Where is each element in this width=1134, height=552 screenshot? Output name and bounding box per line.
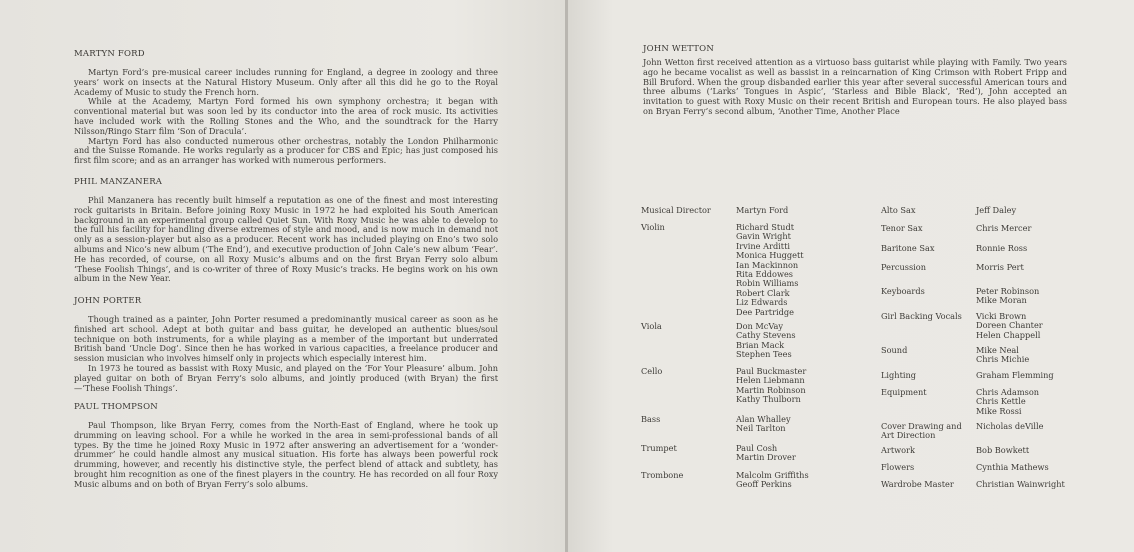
credit-name: Graham Flemming [976,370,1054,380]
bio-paul-thompson [74,421,498,490]
credit-role [641,444,677,453]
credit-role [881,263,926,272]
credit-name: Malcolm Griffiths [736,470,809,480]
credit-role [881,463,914,472]
credit-name: Mike Moran [976,295,1027,306]
right-page [568,0,1134,552]
credit-name: Helen Liebmann [736,375,805,386]
credit-role-line: Art Direction [881,430,936,441]
credit-names [976,244,1027,253]
credit-name: Liz Edwards [736,297,788,308]
credit-names [976,480,1065,489]
credit-role [881,371,916,380]
credit-name: Nicholas deVille [976,421,1044,431]
bio-paragraph: Martyn Ford’s pre-musical career includes running for England, a degree in zoology and three years’ work on insects at the Natural History Museum. Only after all this did he go to the Royal Academy of Music to study the French horn. [74,67,498,97]
credit-role-line: Lighting [881,370,916,380]
credit-role [881,224,923,233]
bio-john-porter [74,315,498,393]
credit-name: Doreen Chanter [976,320,1043,331]
credit-role [641,415,660,424]
credit-role [881,206,915,215]
credit-role [641,206,711,215]
credit-role [881,422,962,441]
credit-name: Christian Wainwright [976,479,1065,489]
credit-names [736,444,796,463]
credit-role [881,480,954,489]
credit-name: Richard Studt [736,222,794,232]
credit-role-line: Keyboards [881,286,925,296]
credit-names [736,367,806,405]
credit-role [881,287,925,296]
credit-role [881,346,907,355]
credit-role [881,388,927,397]
credit-name: Martyn Ford [736,205,789,215]
bio-paragraph: Paul Thompson, like Bryan Ferry, comes from the North-East of England, where he took up drumming on leaving school. For a while he worked in the area in semi-professional bands of all types. By the time he joined Roxy Music in 1972 after answering an advertisement for a ‘wonder-drummer’ he could handle almost any musical situation. His forte has always been powerful rock drumming, however, and recently his distinctive style, the perfect blend of attack and subtlety, has brought him recognition as one of the finest players in the country. He has recorded on all four Roxy Music albums and on both of Bryan Ferry’s solo albums. [74,420,498,489]
bio-martyn-ford [74,68,498,166]
credit-name: Paul Cosh [736,443,778,453]
credit-name: Alan Whalley [736,414,791,424]
credit-role-line: Equipment [881,387,927,397]
section-heading-phil-manzanera: PHIL MANZANERA [74,177,163,187]
credit-name: Morris Pert [976,262,1024,272]
credit-name: Cynthia Mathews [976,462,1049,472]
credit-names [976,388,1039,416]
credit-name: Gavin Wright [736,231,791,242]
credit-names [976,312,1043,340]
credit-name: Chris Adamson [976,387,1040,397]
credit-role-line: Viola [641,321,662,331]
bio-paragraph: Martyn Ford has also conducted numerous other orchestras, notably the London Philharmonic and the Suisse Romande. He works regularly as a producer for CBS and Epic; has just composed his first film score; and as an arranger has worked with numerous performers. [74,135,498,166]
credit-name: Robin Williams [736,278,799,289]
left-page [0,0,566,552]
credit-names [976,371,1054,380]
credit-role-line: Alto Sax [881,205,916,215]
credit-role-line: Percussion [881,262,926,272]
credit-role-line: Sound [881,345,908,355]
credit-names [736,206,788,215]
credit-role-line: Trombone [641,470,684,480]
credit-name: Martin Drover [736,452,796,463]
credit-name: Cathy Stevens [736,330,796,341]
credit-role-line: Cello [641,366,663,376]
credit-names [736,322,796,360]
credit-names [736,223,804,317]
credit-name: Mike Rossi [976,405,1022,416]
bio-john-wetton [643,58,1067,117]
credit-name: Kathy Thulborn [736,394,801,405]
credits-column-right [881,206,1131,506]
credit-names [976,422,1043,431]
credit-role-line: Tenor Sax [881,223,923,233]
credit-name: Chris Kettle [976,396,1026,407]
credit-role [641,471,683,480]
credit-names [976,263,1024,272]
credit-name: Monica Huggett [736,250,804,261]
section-heading-paul-thompson: PAUL THOMPSON [74,402,158,412]
credit-name: Vicki Brown [976,311,1027,321]
credit-names [736,415,791,434]
credit-name: Stephen Tees [736,349,792,360]
credit-role-line: Wardrobe Master [881,479,954,489]
credit-names [976,224,1031,233]
credit-name: Chris Michie [976,354,1030,365]
credit-names [976,446,1029,455]
section-heading-john-wetton: JOHN WETTON [643,44,714,54]
credit-role-line: Cover Drawing and [881,421,962,431]
credit-name: Robert Clark [736,287,790,298]
credit-name: Ronnie Ross [976,243,1028,253]
credits-column-left [641,206,871,506]
section-heading-john-porter: JOHN PORTER [74,296,142,306]
credit-name: Geoff Perkins [736,479,792,490]
credit-names [736,471,809,490]
credit-name: Mike Neal [976,345,1019,355]
credit-name: Neil Tarlton [736,423,786,434]
credit-name: Jeff Daley [976,205,1017,215]
bio-paragraph: Phil Manzanera has recently built himself a reputation as one of the finest and most interesting rock guitarists in Britain. Before joining Roxy Music in 1972 he had exploited his South American background in an experimental group called Quiet Sun. With Roxy Music he was able to develop to the full his facility for handling diverse extremes of style and mood, and is now much in demand not only as a session-player but also as a producer. Recent work has included playing on Eno’s two solo albums and Nico’s new album (‘The End’), and executive production of John Cale’s new album ‘Fear’. He has recorded, of course, on all Roxy Music’s albums and on the first Bryan Ferry solo album ‘These Foolish Things’, and is co-writer of three of Roxy Music’s tracks. He begins work on his own album in the New Year. [74,195,498,284]
credit-name: Rita Eddowes [736,268,794,279]
credit-role [881,312,962,321]
bio-paragraph: Though trained as a painter, John Porter resumed a predominantly musical career as soon as he finished art school. Adept at both guitar and bass guitar, he developed an authentic blues/soul technique on both instruments, for a while playing as a member of the important but underrated British band ‘Uncle Dog’. Since then he has worked in various capacities, a freelance producer and session musician who involves himself only in projects which especially interest him. [74,314,498,364]
credit-name: Peter Robinson [976,286,1040,296]
credit-name: Martin Robinson [736,384,806,395]
credit-role-line: Artwork [881,445,915,455]
credit-name: Bob Bowkett [976,445,1030,455]
credit-role [641,322,662,331]
credit-name: Dee Partridge [736,306,794,317]
credit-name: Brian Mack [736,339,785,350]
credit-role [641,367,662,376]
credit-role-line: Violin [641,222,665,232]
credit-name: Helen Chappell [976,329,1041,340]
credit-names [976,346,1029,365]
credit-role-line: Girl Backing Vocals [881,311,962,321]
credit-role [641,223,665,232]
bio-paragraph: In 1973 he toured as bassist with Roxy Music, and played on the ‘For Your Pleasure’ album. John played guitar on both of Bryan Ferry’s solo albums, and jointly produced (with Bryan) the first—‘These Foolish Things’. [74,362,498,393]
credit-name: Chris Mercer [976,223,1032,233]
bio-paragraph: While at the Academy, Martyn Ford formed his own symphony orchestra; it began with conventional material but was soon led by its conductor into the area of rock music. Its activities have included work with the Rolling Stones and the Who, and the soundtrack for the Harry Nilsson/Ringo Starr film ‘Son of Dracula’. [74,96,498,136]
credit-name: Paul Buckmaster [736,366,807,376]
bio-paragraph: John Wetton first received attention as a virtuoso bass guitarist while playing with Family. Two years ago he became vocalist as well as bassist in a reincarnation of King Crimson with Robert Fripp and Bill Bruford. When the group disbanded earlier this year after several successful American tours and three albums (‘Larks’ Tongues in Aspic’, ‘Starless and Bible Black’, ‘Red’), John accepted an invitation to guest with Roxy Music on their recent British and European tours. He also played bass on Bryan Ferry’s second album, ‘Another Time, Another Place [643,57,1067,116]
credit-role-line: Bass [641,414,661,424]
credit-name: Don McVay [736,321,784,331]
credit-names [976,463,1049,472]
credit-role [881,446,915,455]
bio-phil-manzanera [74,196,498,284]
credit-names [976,206,1016,215]
credit-role [881,244,934,253]
section-heading-martyn-ford: MARTYN FORD [74,49,145,59]
credit-name: Ian Mackinnon [736,259,799,270]
credit-role-line: Musical Director [641,205,711,215]
credit-role-line: Baritone Sax [881,243,935,253]
credit-role-line: Flowers [881,462,915,472]
credit-name: Irvine Arditti [736,240,790,251]
credit-names [976,287,1039,306]
credit-role-line: Trumpet [641,443,677,453]
